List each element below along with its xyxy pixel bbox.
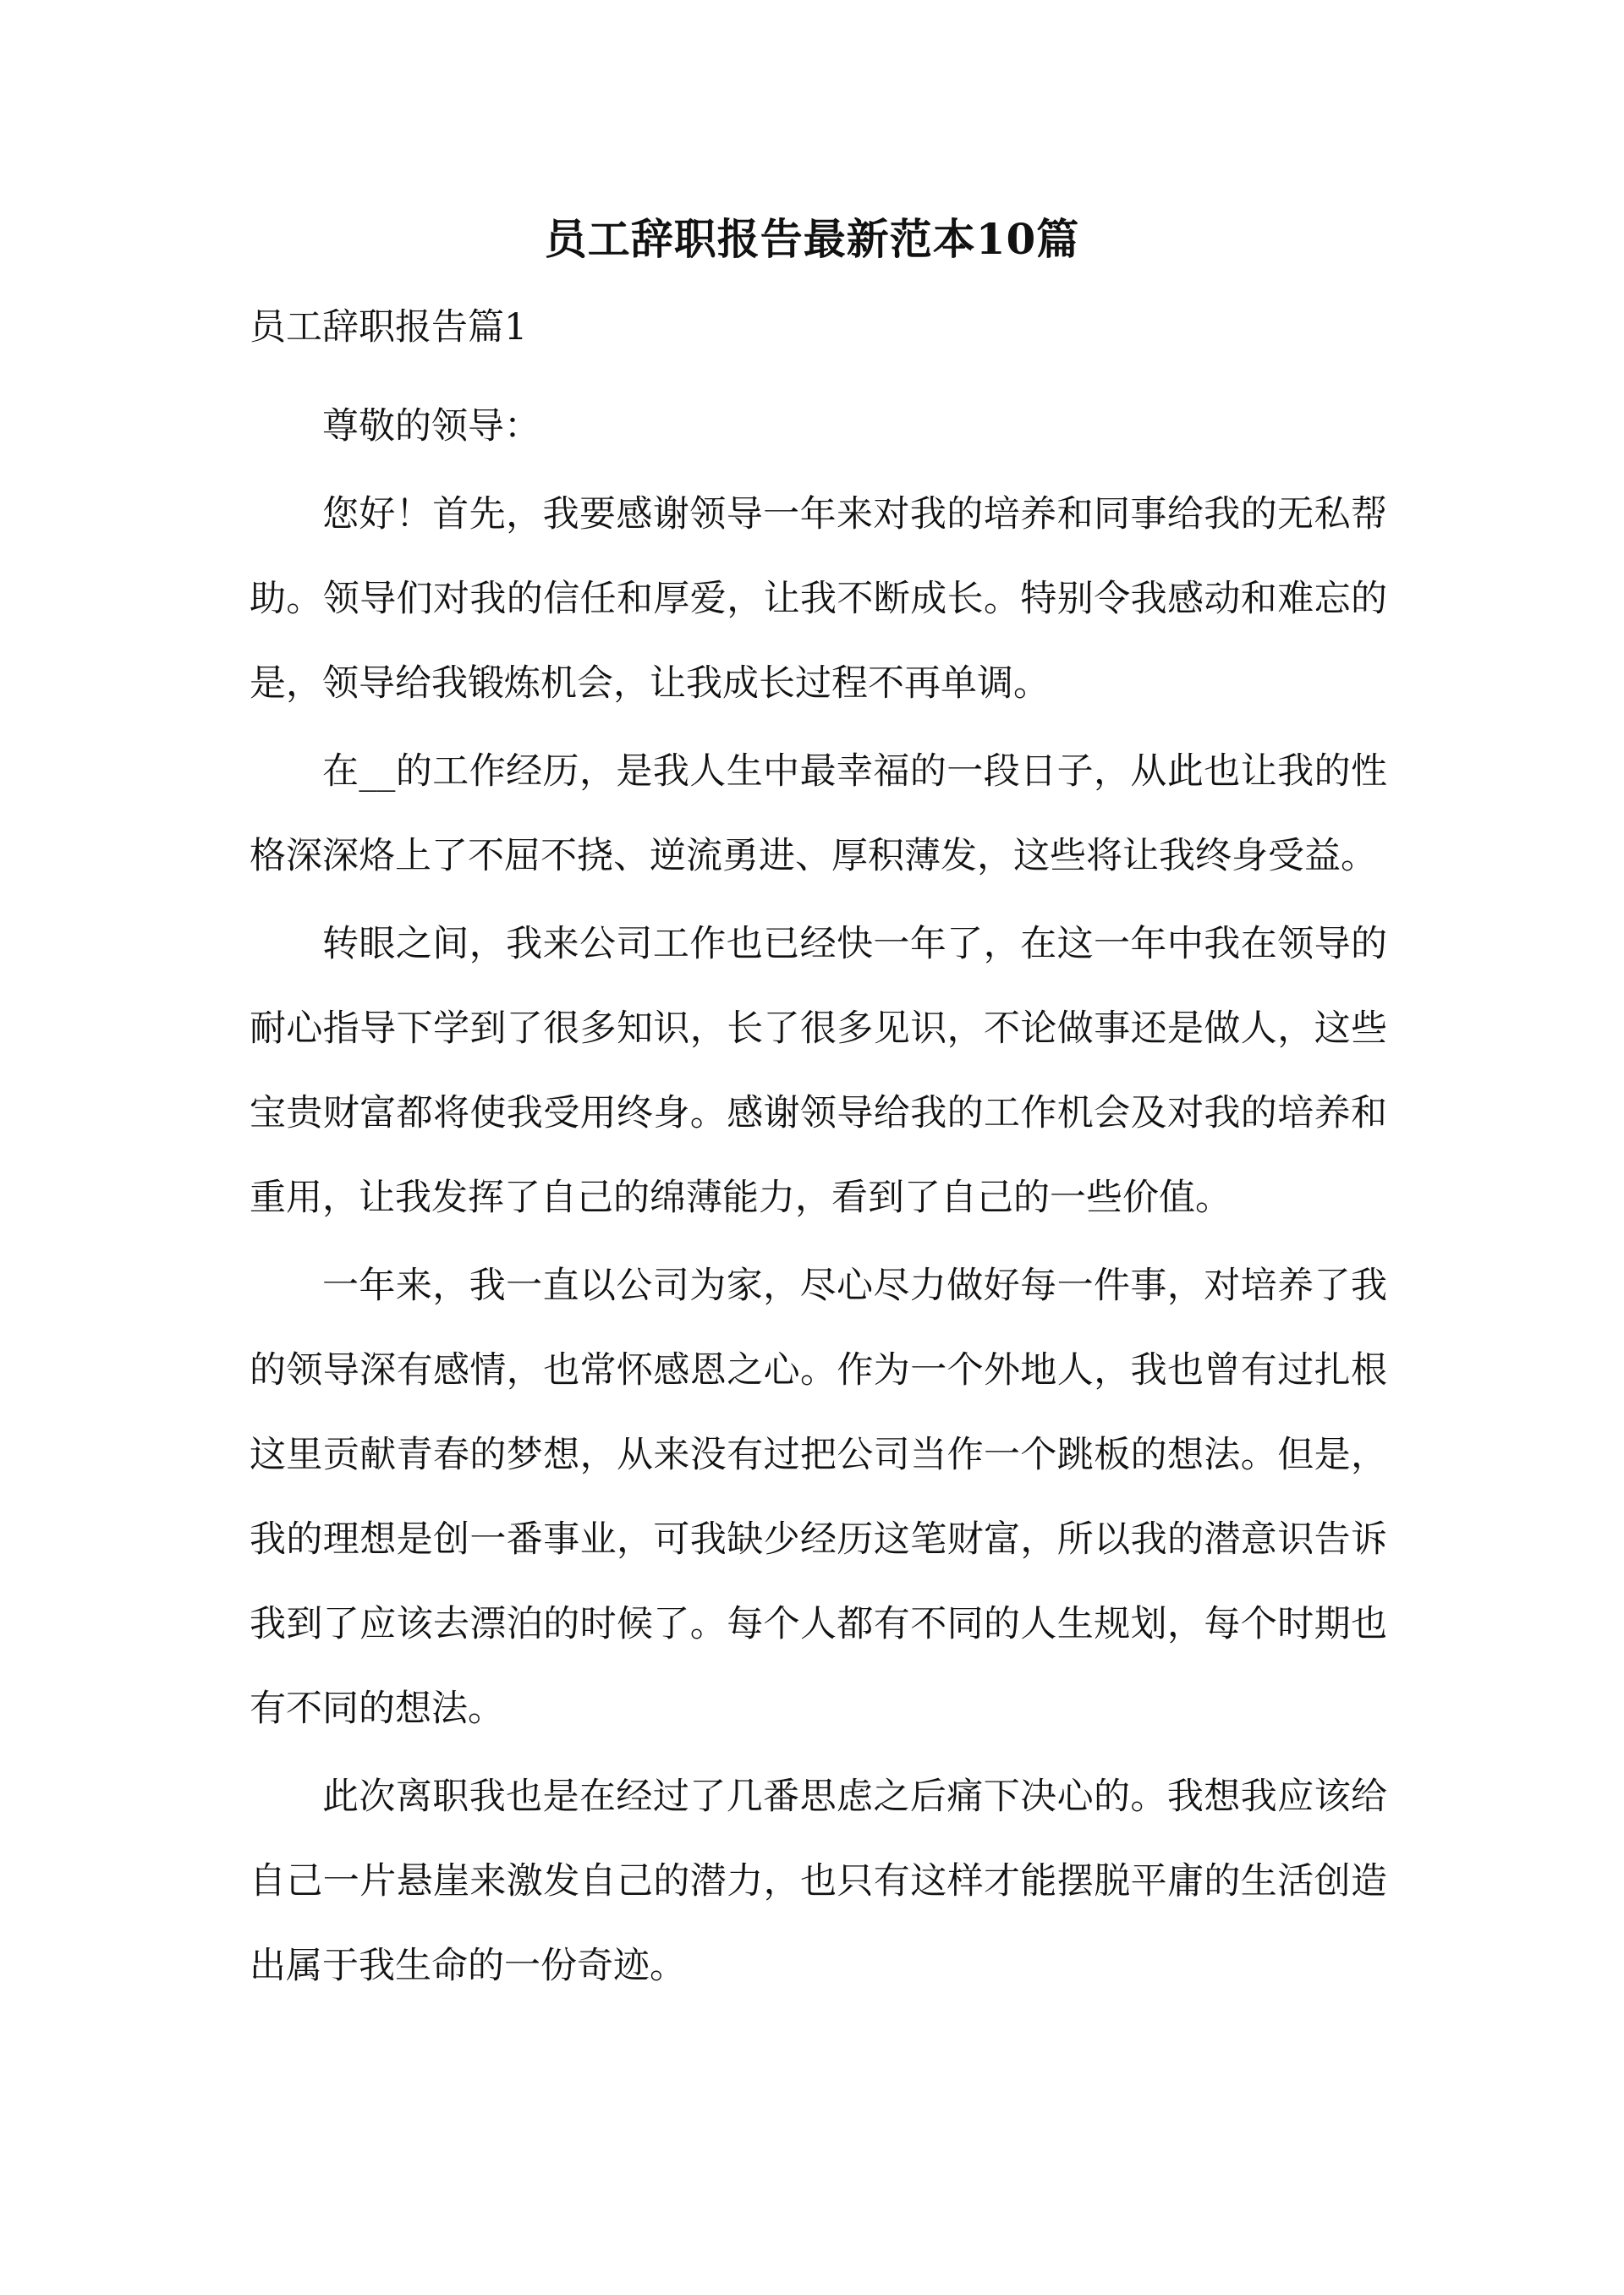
document-body [250,384,1387,2012]
paragraph-salutation: 尊敬的领导： [322,405,540,447]
document-title: 员工辞职报告最新范本10篇 [544,214,1080,264]
paragraph: 此次离职我也是在经过了几番思虑之后痛下决心的。我想我应该给自己一片悬崖来激发自己的潜力，也只有这样才能摆脱平庸的生活创造出属于我生命的一份奇迹。 [250,1776,1387,1987]
paragraph: 在__的工作经历，是我人生中最幸福的一段日子，从此也让我的性格深深烙上了不屈不挠、逆流勇进、厚积薄发，这些将让我终身受益。 [250,750,1387,877]
paragraph: 转眼之间，我来公司工作也已经快一年了，在这一年中我在领导的耐心指导下学到了很多知识，长了很多见识，不论做事还是做人，这些宝贵财富都将使我受用终身。感谢领导给我的工作机会及对我的培养和重用，让我发挥了自己的绵薄能力，看到了自己的一些价值。 [250,923,1387,1219]
paragraph: 您好！首先，我要感谢领导一年来对我的培养和同事给我的无私帮助。领导们对我的信任和厚爱，让我不断成长。特别令我感动和难忘的是，领导给我锻炼机会，让我成长过程不再单调。 [250,493,1387,705]
section-heading: 员工辞职报告篇1 [250,306,528,349]
paragraph: 一年来，我一直以公司为家，尽心尽力做好每一件事，对培养了我的领导深有感情，也常怀感恩之心。作为一个外地人，我也曾有过扎根这里贡献青春的梦想，从来没有过把公司当作一个跳板的想法。但是，我的理想是创一番事业，可我缺少经历这笔财富，所以我的潜意识告诉我到了应该去漂泊的时候了。每个人都有不同的人生规划，每个时期也有不同的想法。 [250,1265,1387,1730]
